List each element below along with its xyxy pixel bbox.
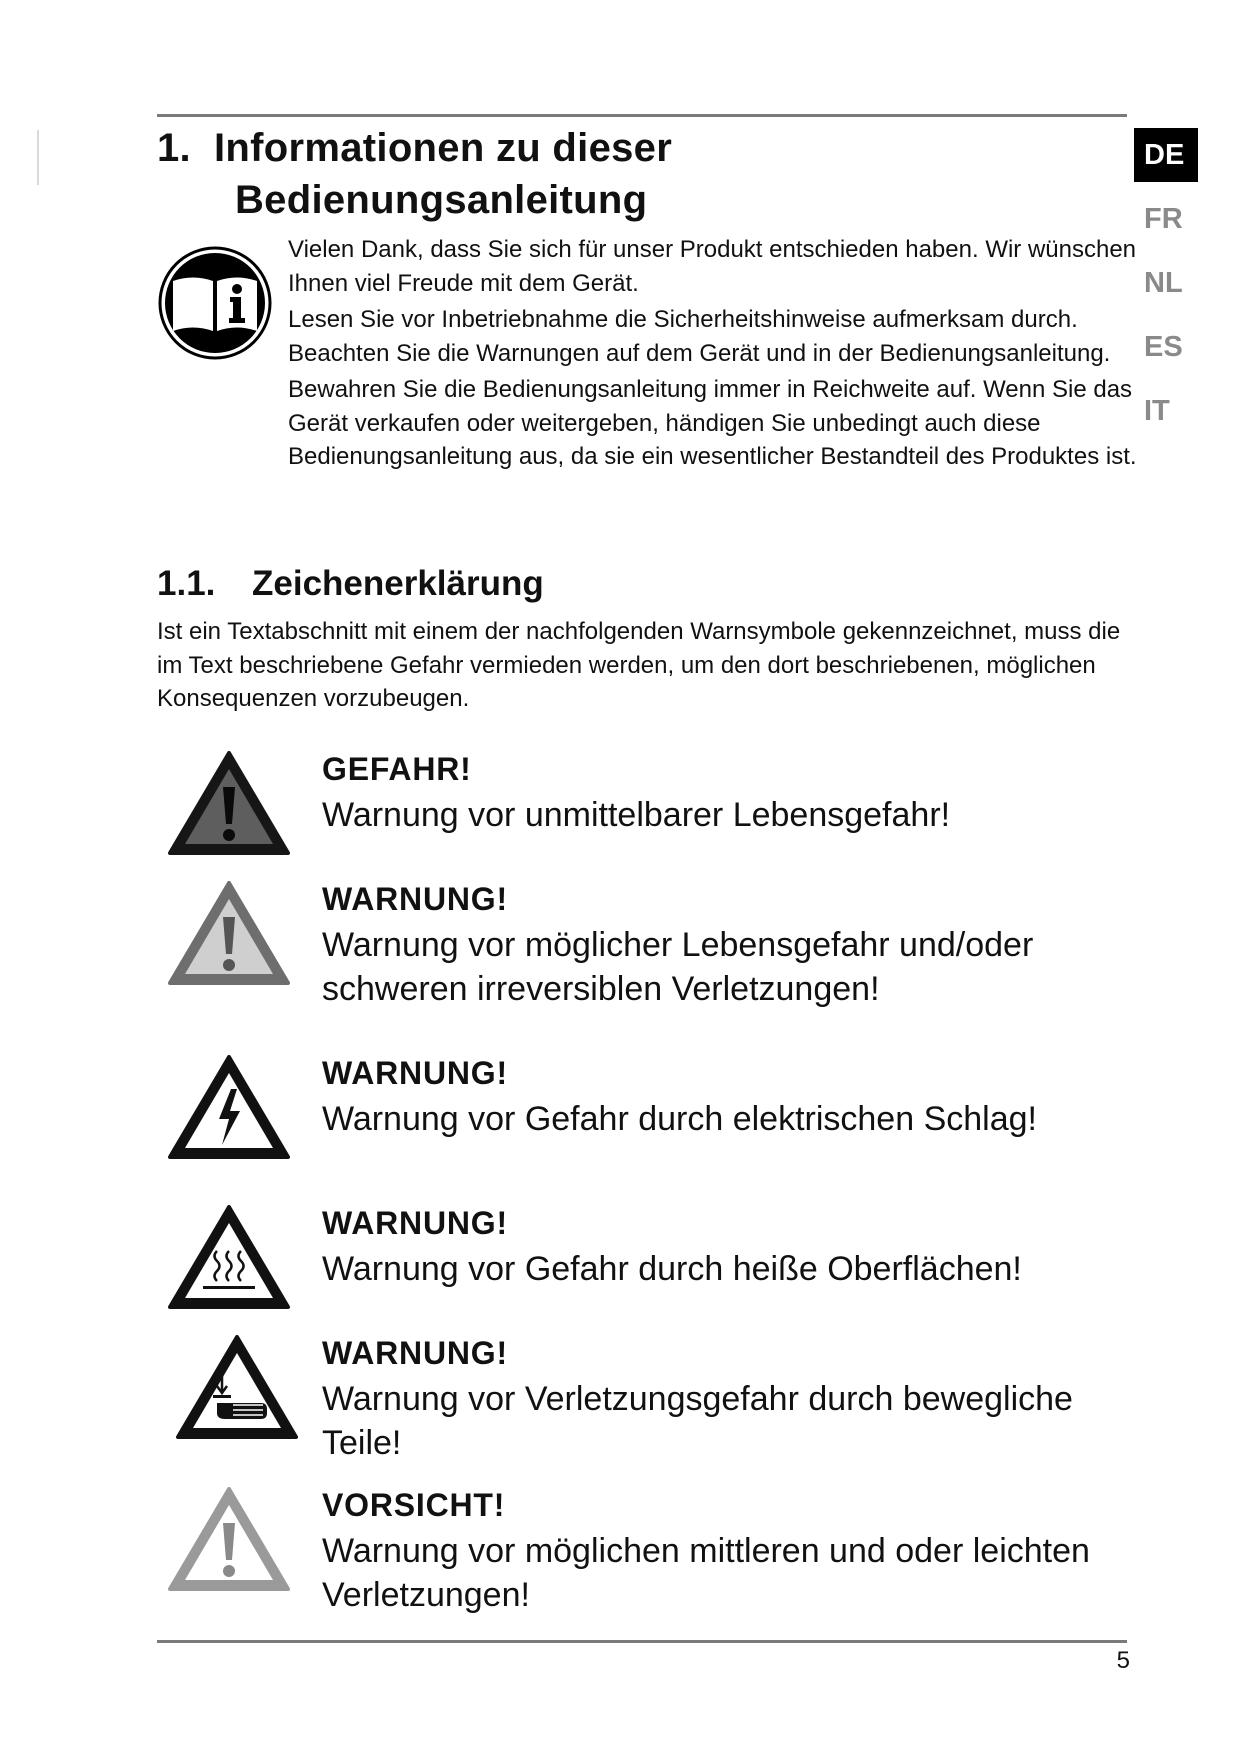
warning-title: GEFAHR! xyxy=(322,751,472,787)
caution-triangle-icon xyxy=(167,1485,291,1595)
language-tabs xyxy=(1134,128,1198,448)
danger-triangle-icon xyxy=(167,749,291,859)
section-title: Zeichenerklärung xyxy=(252,564,544,603)
bottom-rule xyxy=(157,1640,1127,1643)
section-number: 1.1. xyxy=(157,564,216,603)
moving-parts-hand-icon xyxy=(175,1333,299,1443)
warning-text: Warnung vor möglichen mittleren und oder leichten Verletzungen! xyxy=(322,1532,1090,1614)
warning-triangle-icon xyxy=(167,879,291,989)
manual-info-icon xyxy=(157,245,273,361)
warning-title: WARNUNG! xyxy=(322,1335,508,1371)
warning-text: Warnung vor möglicher Lebensgefahr und/oder schweren irreversiblen Verletzungen! xyxy=(322,926,1034,1008)
warning-title: WARNUNG! xyxy=(322,1205,508,1241)
section-heading xyxy=(157,562,544,606)
warning-text: Warnung vor Gefahr durch heiße Oberflächen! xyxy=(322,1250,1022,1288)
language-tab-nl[interactable]: NL xyxy=(1144,267,1183,299)
heading-number: 1. xyxy=(157,126,191,170)
top-rule xyxy=(157,114,1127,117)
language-tab-de[interactable]: DE xyxy=(1134,128,1198,182)
heading-line-1: Informationen zu dieser xyxy=(214,126,673,170)
intro-paragraph: Vielen Dank, dass Sie sich für unser Produkt entschieden haben. Wir wünschen Ihnen viel Freude mit dem Gerät. xyxy=(288,236,1137,297)
warning-title: VORSICHT! xyxy=(322,1487,506,1523)
intro-paragraph: Lesen Sie vor Inbetriebnahme die Sicherheitshinweise aufmerksam durch. Beachten Sie die Warnungen auf dem Gerät und in der Bedienungsanleitung. xyxy=(288,306,1111,367)
warning-text: Warnung vor unmittelbarer Lebensgefahr! xyxy=(322,796,951,834)
hot-surface-icon xyxy=(167,1203,291,1313)
language-tab-fr[interactable]: FR xyxy=(1144,203,1183,235)
intro-paragraph: Bewahren Sie die Bedienungsanleitung immer in Reichweite auf. Wenn Sie das Gerät verkaufen oder weitergeben, händigen Sie unbedingt auch diese Bedienungsanleitung aus, da sie ein wesentlicher Bestandteil des Produktes ist. xyxy=(288,376,1137,470)
page-title xyxy=(157,122,672,226)
page-number: 5 xyxy=(1116,1647,1130,1674)
margin-mark xyxy=(37,130,39,185)
intro-text xyxy=(288,233,1148,477)
warning-text: Warnung vor Gefahr durch elektrischen Schlag! xyxy=(322,1100,1037,1138)
language-tab-es[interactable]: ES xyxy=(1144,331,1183,363)
warning-title: WARNUNG! xyxy=(322,1055,508,1091)
electric-shock-icon xyxy=(167,1053,291,1163)
section-lead: Ist ein Textabschnitt mit einem der nachfolgenden Warnsymbole gekennzeichnet, muss die im Text beschriebene Gefahr vermieden werden, um den dort beschriebenen, möglichen Konsequenzen vorzubeugen. xyxy=(157,618,1121,712)
language-tab-it[interactable]: IT xyxy=(1144,395,1170,427)
warning-title: WARNUNG! xyxy=(322,881,508,917)
heading-line-2: Bedienungsanleitung xyxy=(235,178,648,222)
warning-text: Warnung vor Verletzungsgefahr durch bewegliche Teile! xyxy=(322,1380,1073,1462)
